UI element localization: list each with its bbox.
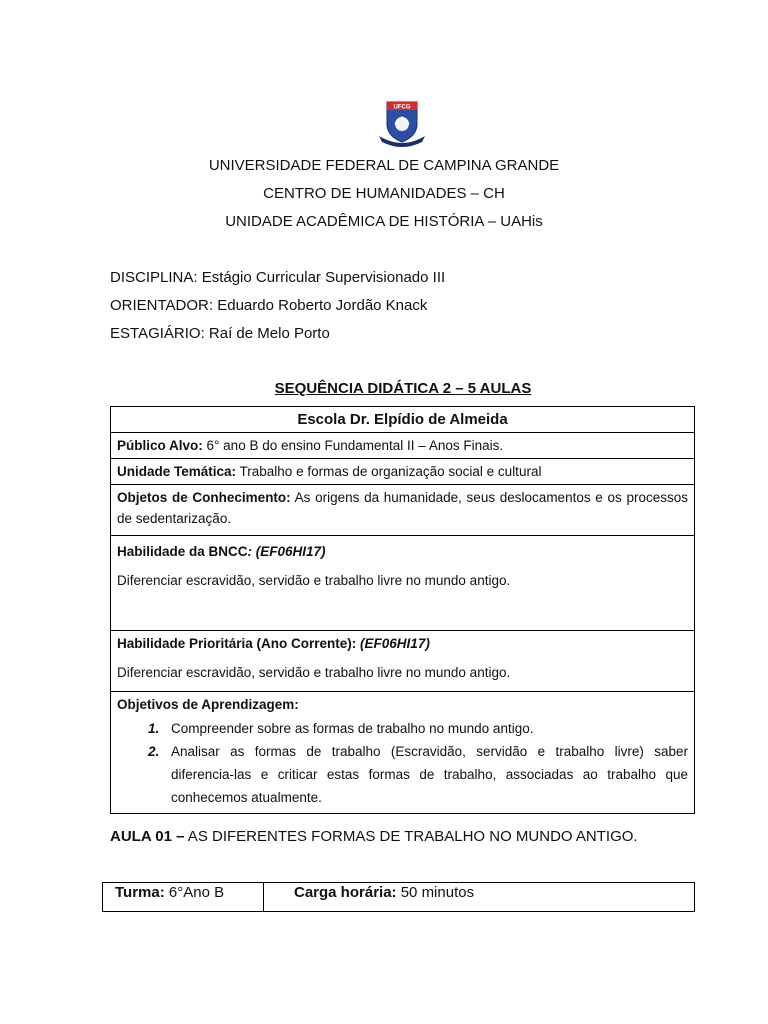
center-name: CENTRO DE HUMANIDADES – CH — [263, 185, 505, 202]
objetivos-list — [117, 717, 688, 809]
aula-title: AS DIFERENTES FORMAS DE TRABALHO NO MUNDO ANTIGO. — [184, 828, 638, 845]
table-row — [103, 883, 695, 912]
table-row — [111, 407, 695, 433]
table-row — [111, 536, 695, 631]
ufcg-logo — [375, 100, 429, 150]
bncc-cell — [111, 536, 695, 631]
aula-label: AULA 01 – — [110, 828, 185, 845]
table-row — [111, 433, 695, 459]
prioritaria-cell — [111, 631, 695, 692]
estagiario-line — [110, 325, 330, 342]
school-name: Escola Dr. Elpídio de Almeida — [111, 407, 695, 433]
bncc-code: : (EF06HI17) — [247, 544, 326, 559]
table-row — [111, 459, 695, 485]
estagiario-value: Raí de Melo Porto — [204, 325, 330, 342]
bncc-label: Habilidade da BNCC — [117, 544, 248, 559]
list-item: 1. Compreender sobre as formas de trabalho no mundo antigo. — [163, 717, 688, 740]
objetos-cell — [111, 485, 695, 536]
orientador-label: ORIENTADOR: — [110, 297, 214, 314]
disciplina-label: DISCIPLINA: — [110, 269, 198, 286]
objetos-value: As origens da humanidade, seus deslocamentos e os processos de sedentarização. — [117, 490, 688, 526]
aula-heading — [110, 828, 638, 845]
prioritaria-text: Diferenciar escravidão, servidão e trabalho livre no mundo antigo. — [117, 665, 511, 680]
logo-text: UFCG — [393, 104, 411, 111]
objetos-label: Objetos de Conhecimento: — [117, 490, 291, 505]
university-name: UNIVERSIDADE FEDERAL DE CAMPINA GRANDE — [208, 157, 560, 174]
turma-table — [102, 882, 695, 912]
unit-name: UNIDADE ACADÊMICA DE HISTÓRIA – UAHis — [225, 213, 543, 230]
unidade-value: Trabalho e formas de organização social e cultural — [236, 464, 542, 479]
unidade-cell — [111, 459, 695, 485]
bncc-text: Diferenciar escravidão, servidão e trabalho livre no mundo antigo. — [117, 573, 511, 588]
turma-value: 6°Ano B — [164, 884, 225, 901]
publico-value: 6° ano B do ensino Fundamental II – Anos Finais. — [202, 438, 504, 453]
table-row — [111, 692, 695, 814]
publico-cell — [111, 433, 695, 459]
table-row — [111, 485, 695, 536]
carga-cell — [264, 883, 695, 912]
disciplina-line — [110, 269, 445, 286]
prioritaria-label: Habilidade Prioritária (Ano Corrente): — [117, 636, 357, 651]
objetivos-label: Objetivos de Aprendizagem: — [117, 697, 299, 712]
carga-label: Carga horária: — [294, 884, 397, 901]
lesson-plan-table — [110, 406, 695, 814]
estagiario-label: ESTAGIÁRIO: — [110, 325, 205, 342]
disciplina-value: Estágio Curricular Supervisionado III — [197, 269, 446, 286]
orientador-value: Eduardo Roberto Jordão Knack — [213, 297, 428, 314]
table-row — [111, 631, 695, 692]
orientador-line — [110, 297, 427, 314]
objetivos-cell — [111, 692, 695, 814]
carga-value: 50 minutos — [396, 884, 475, 901]
list-item: 2. Analisar as formas de trabalho (Escravidão, servidão e trabalho livre) saber diferencia-las e criticar estas formas de trabalho, associadas ao trabalho que conhecemos atualmente. — [163, 740, 688, 809]
prioritaria-code: (EF06HI17) — [356, 636, 430, 651]
turma-cell — [103, 883, 264, 912]
sequence-title: SEQUÊNCIA DIDÁTICA 2 – 5 AULAS — [274, 380, 532, 397]
turma-label: Turma: — [115, 884, 165, 901]
unidade-label: Unidade Temática: — [117, 464, 237, 479]
publico-label: Público Alvo: — [117, 438, 203, 453]
